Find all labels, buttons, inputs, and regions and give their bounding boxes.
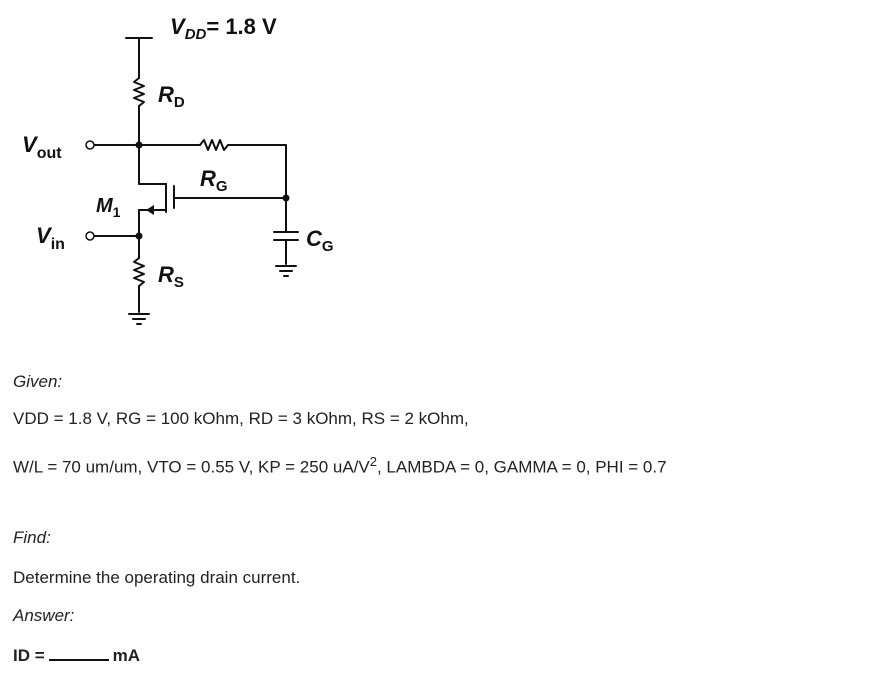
m1-label: $M_1$: [96, 195, 121, 220]
given-line-2-rest: , LAMBDA = 0, GAMMA = 0, PHI = 0.7: [376, 457, 667, 477]
rg-resistor: [200, 140, 228, 150]
rg-label: $R_G$: [200, 166, 228, 195]
m1-source-arrow: [146, 205, 154, 215]
given-heading: Given:: [13, 372, 63, 391]
given-line-1: VDD = 1.8 V, RG = 100 kOhm, RD = 3 kOhm, RS = 2 kOhm,: [13, 409, 469, 428]
given-line-2-main: W/L = 70 um/um, VTO = 0.55 V, KP = 250 uA/V: [13, 457, 370, 477]
vin-label: $V_{in}$: [36, 223, 65, 253]
vdd-label: $V_{DD}= 1.8$ V: [170, 14, 277, 43]
find-heading: Find:: [13, 528, 51, 547]
vin-terminal: [86, 232, 94, 240]
given-line-2-sup: 2: [369, 454, 377, 469]
vout-terminal: [86, 141, 94, 149]
cg-label: $C_G$: [306, 226, 334, 255]
gate-junction-dot: [283, 195, 290, 202]
answer-row: [13, 645, 140, 666]
answer-label: ID =: [13, 646, 45, 665]
answer-heading: Answer:: [13, 606, 75, 625]
answer-blank-input[interactable]: [49, 645, 109, 661]
circuit-schematic: [0, 0, 370, 353]
answer-unit: mA: [112, 646, 141, 665]
rd-resistor: [134, 78, 144, 106]
schematic-svg: [0, 0, 370, 353]
rd-label: $R_D$: [158, 82, 185, 111]
vout-label: $V_{out}$: [22, 132, 62, 162]
rs-resistor: [134, 258, 144, 286]
source-junction-dot: [136, 233, 143, 240]
given-line-2: [13, 454, 667, 478]
find-text: Determine the operating drain current.: [13, 568, 301, 587]
rs-label: $R_S$: [158, 262, 184, 291]
drain-junction-dot: [136, 142, 143, 149]
